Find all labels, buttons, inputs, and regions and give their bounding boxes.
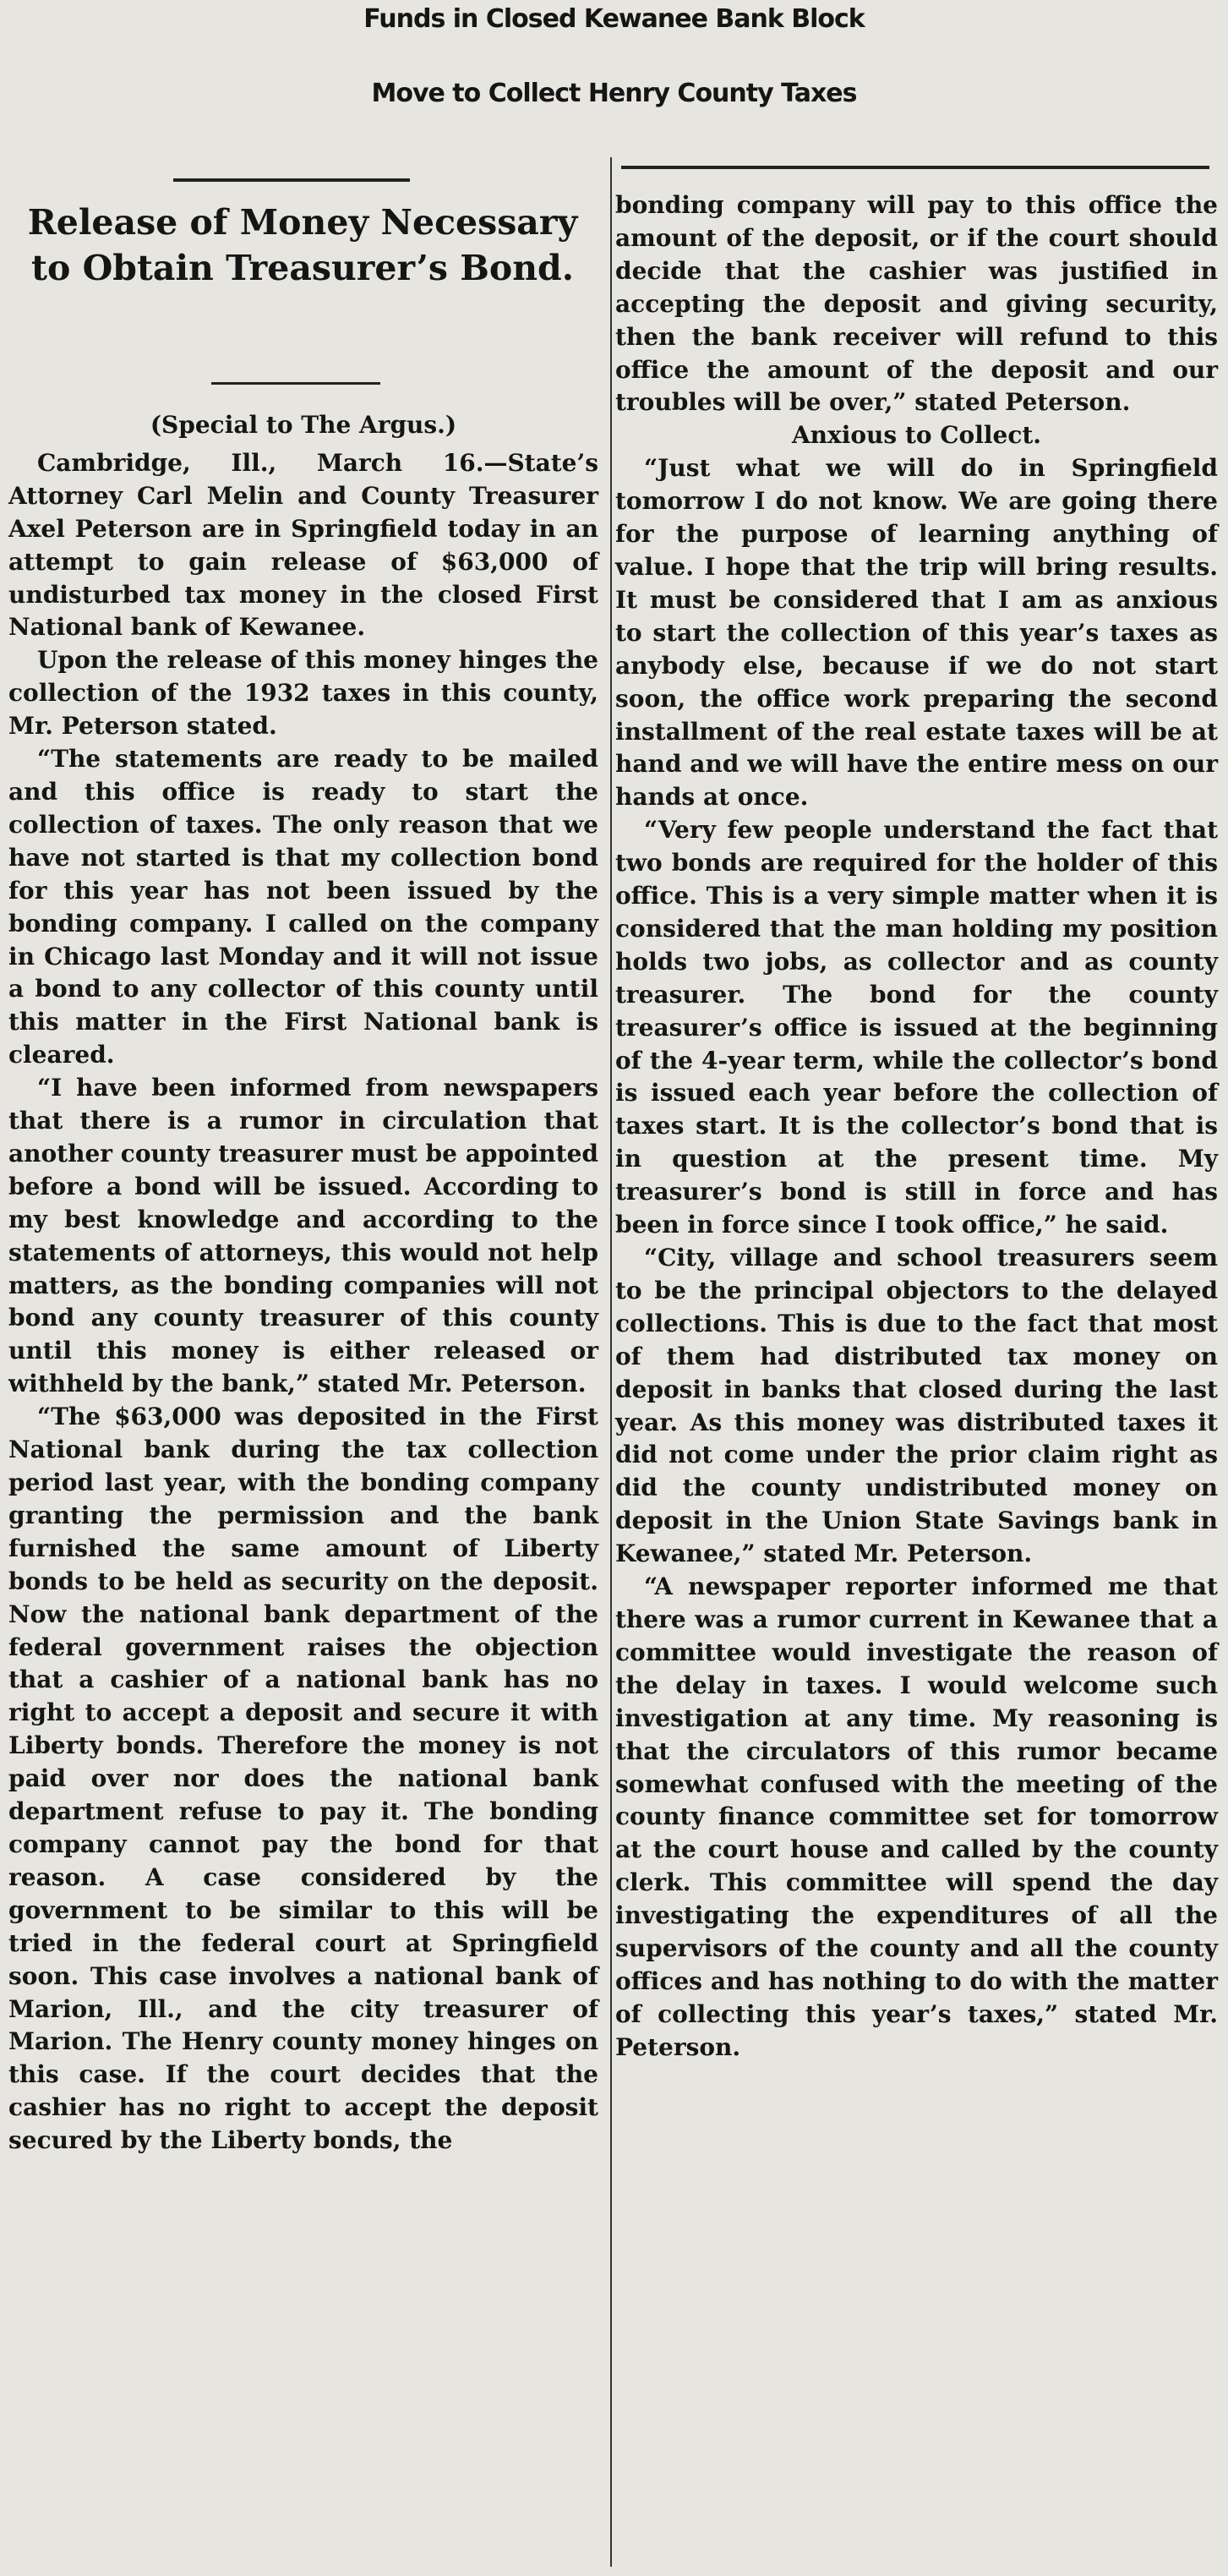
column-divider	[610, 157, 612, 2567]
paragraph: “Just what we will do in Springfield tomorrow I do not know. We are going there for the purpose of learning anything of value. I hope that the trip will bring results. It must be considered that I am as anxious to start the collection of this year’s taxes as anybody else, because if we do not start soon, the office work preparing the second installment of the real estate taxes will be at hand and we will have the entire mess on our hands at once.	[615, 454, 1218, 812]
headline-line-1: Funds in Closed Kewanee Bank Block	[363, 4, 865, 34]
article-column-2	[615, 189, 1218, 2065]
byline: (Special to The Argus.)	[150, 411, 457, 439]
deck-rule	[211, 382, 380, 385]
headline-line-2: Move to Collect Henry County Taxes	[371, 79, 857, 108]
paragraph: “City, village and school treasurers seem to be the principal objectors to the delayed collections. This is due to the fact that most of them had distributed tax money on deposit in banks that closed during the last year. As this money was distributed taxes it did not come under the prior claim right as did the county undistributed money on deposit in the Union State Savings bank in Kewanee,” stated Mr. Peterson.	[615, 1244, 1218, 1568]
article-column-1	[8, 409, 598, 2158]
headline-rule	[173, 178, 410, 182]
paragraph: “The statements are ready to be mailed and this office is ready to start the collection of taxes. The only reason that we have not started is that my collection bond for this year has not been issued by the bonding company. I called on the company in Chicago last Monday and it will not issue a bond to any collector of this county until this matter in the First National bank is cleared.	[8, 745, 598, 1069]
paragraph: Upon the release of this money hinges the collection of the 1932 taxes in this county, Mr. Peterson stated.	[8, 646, 598, 741]
paragraph: “The $63,000 was deposited in the First National bank during the tax collection period last year, with the bonding company granting the permission and the bank furnished the same amount of Liberty bonds to be held as security on the deposit. Now the national bank department of the federal government raises the objection that a cashier of a national bank has no right to accept a deposit and secure it with Liberty bonds. Therefore the money is not paid over nor does the national bank department refuse to pay it. The bonding company cannot pay the bond for that reason. A case considered by the government to be similar to this will be tried in the federal court at Springfield soon. This case involves a national bank of Marion, Ill., and the city treasurer of Marion. The Henry county money hinges on this case. If the court decides that the cashier has no right to accept the deposit secured by the Liberty bonds, the	[8, 1403, 598, 2155]
subhead: Anxious to Collect.	[791, 421, 1042, 450]
column-top-rule	[621, 166, 1209, 169]
paragraph: “A newspaper reporter informed me that there was a rumor current in Kewanee that a committee would investigate the reason of the delay in taxes. I would welcome such investigation at any time. My reasoning is that the circulators of this rumor became somewhat confused with the meeting of the county finance committee set for tomorrow at the court house and called by the county clerk. This committee will spend the day investigating the expenditures of all the supervisors of the county and all the county offices and has nothing to do with the matter of collecting this year’s taxes,” stated Mr. Peterson.	[615, 1572, 1218, 2061]
paragraph: bonding company will pay to this office the amount of the deposit, or if the court should decide that the cashier was justified in accepting the deposit and giving security, then the bank receiver will refund to this office the amount of the deposit and our troubles will be over,” stated Peterson.	[615, 191, 1218, 417]
paragraph: “I have been informed from newspapers that there is a rumor in circulation that another county treasurer must be appointed before a bond will be issued. According to my best knowledge and according to the statements of attorneys, this would not help matters, as the bonding companies will not bond any county treasurer of this county until this money is either released or withheld by the bank,” stated Mr. Peterson.	[8, 1074, 598, 1398]
paragraph: Cambridge, Ill., March 16.—State’s Attorney Carl Melin and County Treasurer Axel Peterson are in Springfield today in an attempt to gain release of $63,000 of undisturbed tax money in the closed First National bank of Kewanee.	[8, 448, 598, 642]
paragraph: “Very few people understand the fact that two bonds are required for the holder of this office. This is a very simple matter when it is considered that the man holding my position holds two jobs, as collector and as county treasurer. The bond for the county treasurer’s office is issued at the beginning of the 4-year term, while the collector’s bond is issued each year before the collection of taxes start. It is the collector’s bond that is in question at the present time. My treasurer’s bond is still in force and has been in force since I took office,” he said.	[615, 816, 1218, 1239]
deck-headline: Release of Money Necessary to Obtain Treasurer’s Bond.	[27, 202, 578, 288]
